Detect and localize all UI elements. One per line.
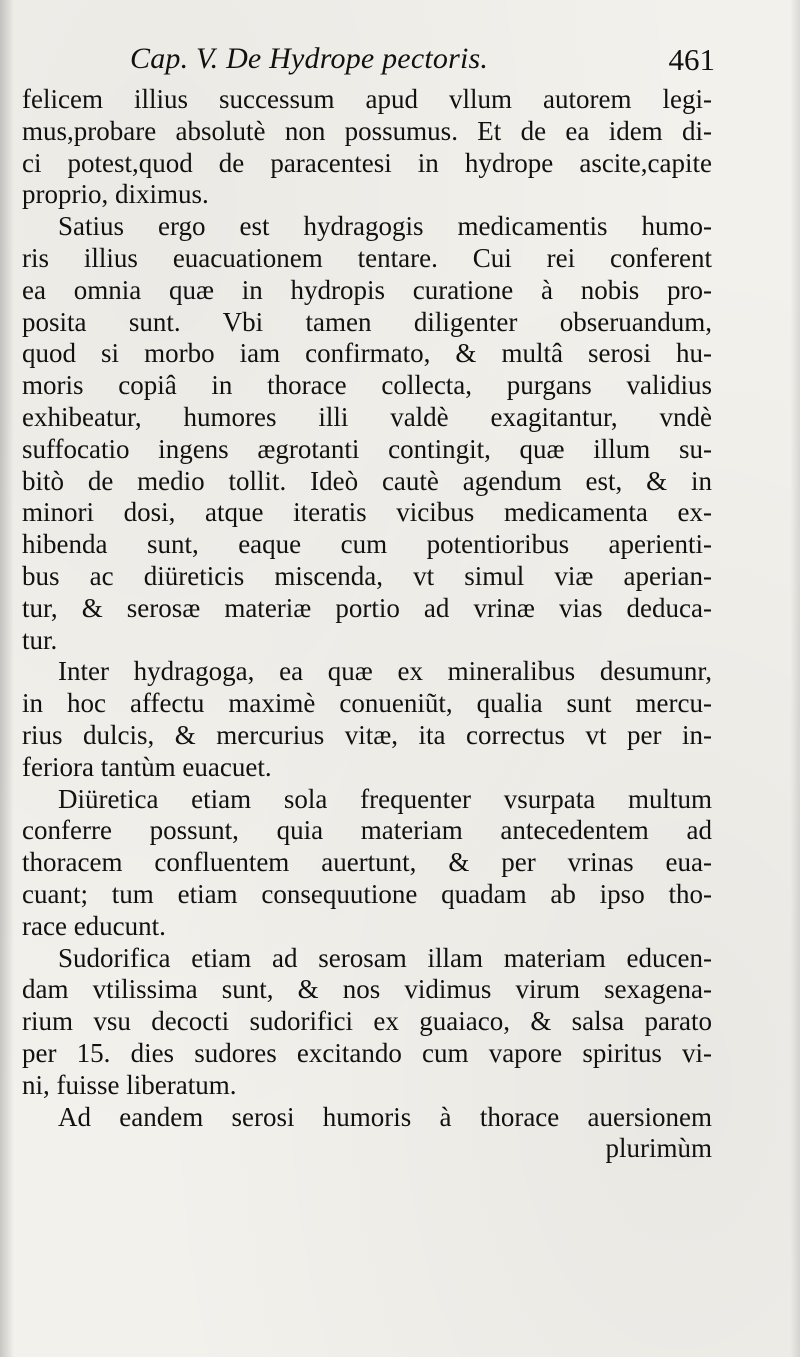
catchword: plurimùm: [605, 1133, 712, 1164]
paragraph-start-line: Satius ergo est hydragogis medicamentis humo-: [58, 211, 712, 242]
text-line: ris illius euacuationem tentare. Cui rei conferent: [22, 242, 712, 273]
text-line: tur, & serosæ materiæ portio ad vrinæ vias deduca-: [22, 592, 712, 623]
text-line: ea omnia quæ in hydropis curatione à nobis pro-: [22, 274, 712, 305]
text-line: race educunt.: [22, 910, 166, 941]
text-line: in hoc affectu maximè conueniũt, qualia sunt mercu-: [22, 688, 712, 719]
text-line: bus ac diüreticis miscenda, vt simul viæ aperian-: [22, 560, 712, 591]
text-line: hibenda sunt, eaque cum potentioribus aperienti-: [22, 529, 712, 560]
text-line: rium vsu decocti sudorifici ex guaiaco, & salsa parato: [22, 1006, 712, 1037]
text-line: thoracem confluentem auertunt, & per vrinas eua-: [22, 847, 712, 878]
paragraph-start-line: Sudorifica etiam ad serosam illam materiam educen-: [58, 942, 712, 973]
paragraph-start-line: Diüretica etiam sola frequenter vsurpata multum: [58, 783, 712, 814]
body-text: [22, 84, 712, 1165]
text-line: proprio, diximus.: [22, 179, 209, 210]
paragraph-start-line: Ad eandem serosi humoris à thorace auersionem: [58, 1101, 712, 1132]
text-line: posita sunt. Vbi tamen diligenter obseruandum,: [22, 306, 712, 337]
text-line: felicem illius successum apud vllum autorem legi-: [22, 84, 712, 114]
paragraph-start-line: Inter hydragoga, ea quæ ex mineralibus desumunr,: [58, 656, 712, 687]
text-line: per 15. dies sudores excitando cum vapore spiritus vi-: [22, 1037, 712, 1068]
text-line: moris copiâ in thorace collecta, purgans validius: [22, 370, 712, 401]
running-title: Cap. V. De Hydrope pectoris.: [130, 42, 489, 75]
text-line: ni, fuisse liberatum.: [22, 1069, 237, 1100]
text-line: cuant; tum etiam consequutione quadam ab ipso tho-: [22, 878, 712, 909]
text-line: minori dosi, atque iteratis vicibus medicamenta ex-: [22, 497, 712, 528]
page-number: 461: [668, 42, 715, 77]
text-line: mus,probare absolutè non possumus. Et de ea idem di-: [22, 115, 712, 146]
text-line: suffocatio ingens ægrotanti contingit, quæ illum su-: [22, 433, 712, 464]
text-line: bitò de medio tollit. Ideò cautè agendum est, & in: [22, 465, 712, 496]
text-line: conferre possunt, quia materiam antecedentem ad: [22, 815, 712, 846]
text-line: exhibeatur, humores illi valdè exagitantur, vndè: [22, 401, 712, 432]
text-line: rius dulcis, & mercurius vitæ, ita correctus vt per in-: [22, 719, 712, 750]
page-edge-shadow: [790, 0, 800, 1357]
text-line: feriora tantùm euacuet.: [22, 751, 272, 782]
page-gutter-shadow: [0, 0, 14, 1357]
text-line: tur.: [22, 624, 58, 655]
text-line: dam vtilissima sunt, & nos vidimus virum sexagena-: [22, 974, 712, 1005]
text-line: ci potest,quod de paracentesi in hydrope ascite,capite: [22, 147, 712, 178]
text-line: quod si morbo iam confirmato, & multâ serosi hu-: [22, 338, 712, 369]
